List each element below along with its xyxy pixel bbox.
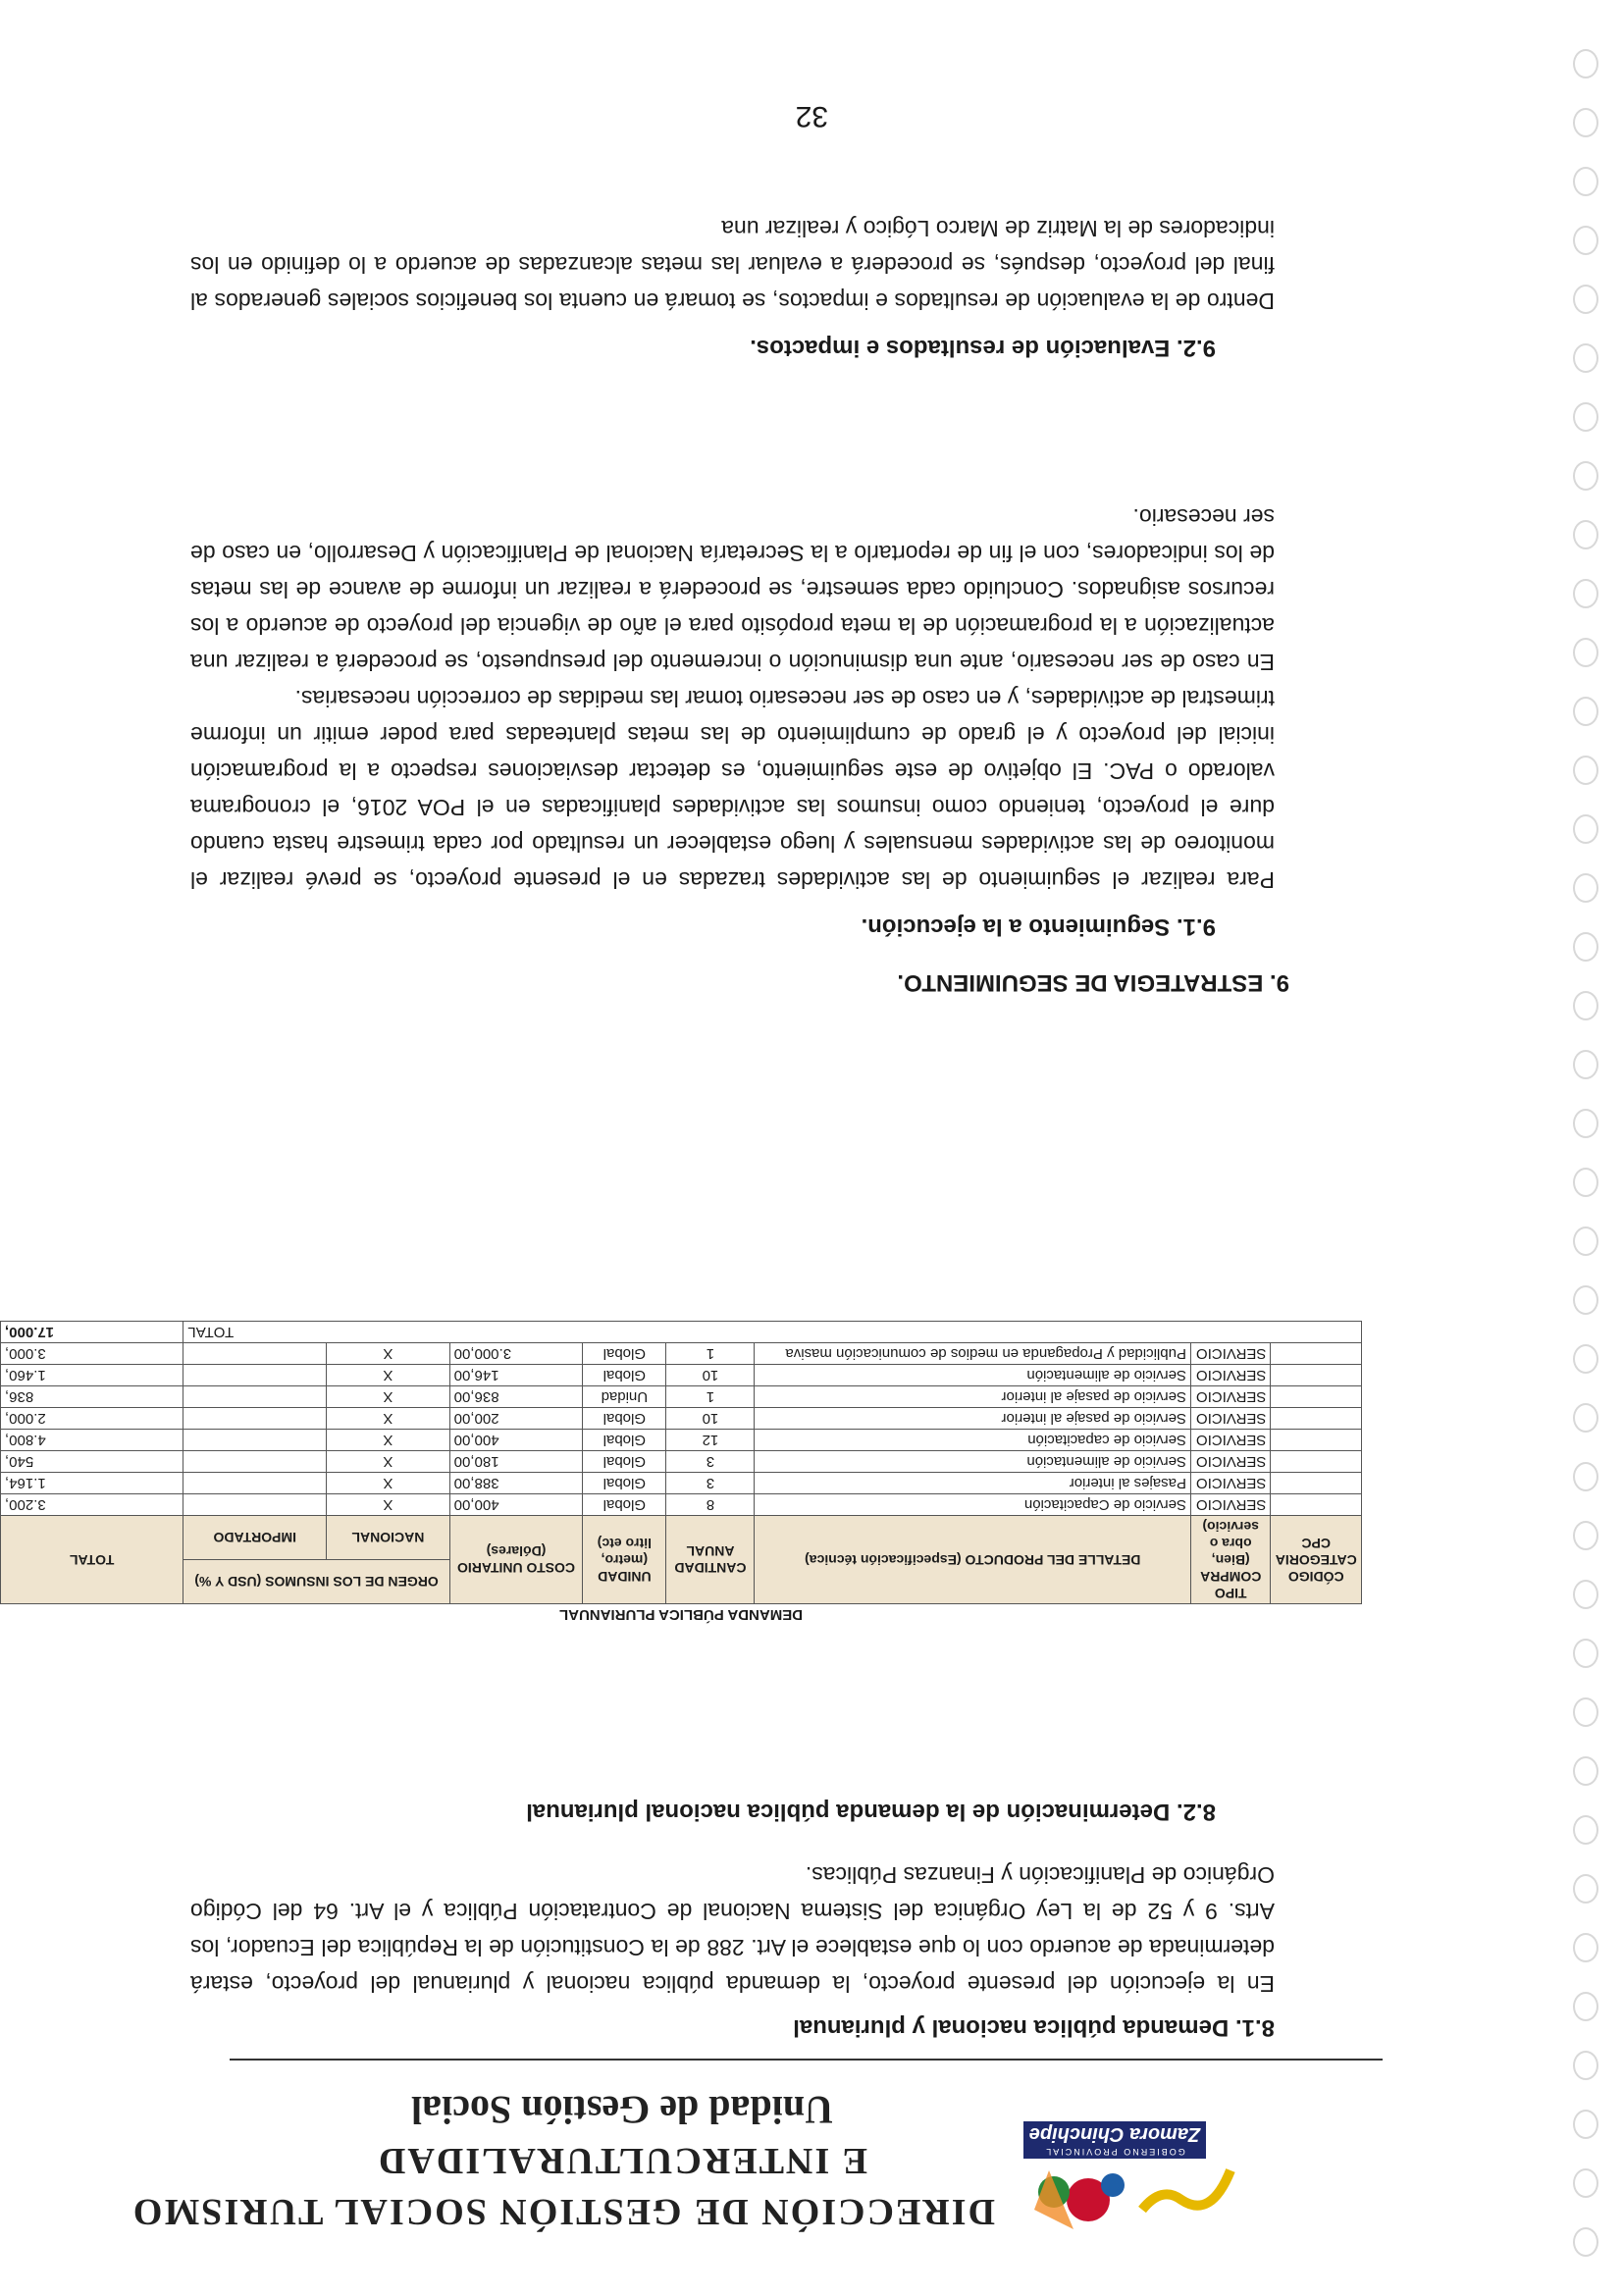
total-label: TOTAL xyxy=(183,1322,1362,1343)
cell-detalle: Servicio de alimentación xyxy=(755,1365,1190,1386)
cell-total: 1.164, xyxy=(1,1473,183,1494)
cell-unidad: Global xyxy=(583,1494,666,1516)
paragraphs-9-1 xyxy=(190,498,1275,898)
cell-cpc xyxy=(1271,1451,1362,1473)
binder-ring xyxy=(1573,2227,1598,2257)
binder-ring xyxy=(1573,108,1598,137)
binder-ring xyxy=(1573,1815,1598,1845)
cell-importado xyxy=(183,1494,327,1516)
cell-importado xyxy=(183,1473,327,1494)
header-origen: ORGEN DE LOS INSUMOS (USD Y %) xyxy=(183,1560,449,1604)
table-row xyxy=(1,1343,1362,1365)
cell-total: 540, xyxy=(1,1451,183,1473)
paragraph-8-1 xyxy=(190,1856,1275,2002)
cell-tipo: SERVICIO xyxy=(1190,1365,1270,1386)
cell-nacional: X xyxy=(327,1365,450,1386)
binder-ring xyxy=(1573,167,1598,196)
cell-cantidad: 10 xyxy=(666,1408,755,1430)
binder-ring xyxy=(1573,1697,1598,1727)
cell-cantidad: 3 xyxy=(666,1451,755,1473)
cell-total: 4.800, xyxy=(1,1430,183,1451)
binder-ring xyxy=(1573,873,1598,903)
cell-cpc xyxy=(1271,1343,1362,1365)
cell-tipo: SERVICIO xyxy=(1190,1386,1270,1408)
paragraph-9-1-b: En caso de ser necesario, ante una disminución o incremento del presupuesto, se procederá a realizar una actualización a la programación de la meta propósito para el año de vigencia del proyecto de acuerdo a los recursos asignados. Concluido cada semestre, se procederá a realizar un informe de avance de las metas de los indicadores, con el fin de reportarlo a la Secretaría Nacional de Planificación y Desarrollo, en caso de ser necesario. xyxy=(190,504,1275,675)
binder-ring xyxy=(1573,814,1598,844)
header-nacional: NACIONAL xyxy=(327,1516,450,1560)
binder-ring xyxy=(1573,579,1598,608)
cell-tipo: SERVICIO xyxy=(1190,1451,1270,1473)
paragraph-9-1-a: Para realizar el seguimiento de las actividades trazadas en el presente proyecto, se prevé realizar el monitoreo de las actividades mensuales y luego establecer un resultado por cada trimestre hasta cuando dure el proyecto, teniendo como insumos las actividades planificadas en el POA 2016, el cronograma valorado o PAC. El objetivo de este seguimiento, es detectar desviaciones respecto a la programación inicial del proyecto y el grado de cumplimiento de las metas planteadas para poder emitir un informe trimestral de actividades, y en caso de ser necesario tomar las medidas de corrección necesarias. xyxy=(190,686,1275,893)
table-row xyxy=(1,1386,1362,1408)
paragraph-9-2-text: Dentro de la evaluación de resultados e impactos, se tomará en cuenta los beneficios sociales generados al final del proyecto, después, se procederá a evaluar las metas alcanzadas de acuerdo a lo definido en los indicadores de la Matriz de Marco Lógico y realizar una xyxy=(190,216,1275,314)
table-row xyxy=(1,1430,1362,1451)
binder-ring xyxy=(1573,991,1598,1020)
cell-importado xyxy=(183,1343,327,1365)
heading-9-1: 9.1. Seguimiento a la ejecución. xyxy=(861,913,1216,940)
cell-tipo: SERVICIO xyxy=(1190,1494,1270,1516)
logo-banner xyxy=(1023,2121,1206,2159)
cell-cpc xyxy=(1271,1365,1362,1386)
table-row xyxy=(1,1408,1362,1430)
cell-total: 836, xyxy=(1,1386,183,1408)
cell-costo: 146,00 xyxy=(449,1365,583,1386)
heading-8-2: 8.2. Determinación de la demanda pública nacional plurianual xyxy=(526,1799,1216,1825)
binder-ring xyxy=(1573,2168,1598,2198)
cell-detalle: Servicio de alimentación xyxy=(755,1451,1190,1473)
cell-importado xyxy=(183,1430,327,1451)
cell-detalle: Servicio de pasaje al interior xyxy=(755,1408,1190,1430)
cell-nacional: X xyxy=(327,1494,450,1516)
cell-nacional: X xyxy=(327,1386,450,1408)
cell-unidad: Global xyxy=(583,1343,666,1365)
cell-cpc xyxy=(1271,1494,1362,1516)
header-cantidad: CANTIDAD ANUAL xyxy=(666,1516,755,1604)
cell-costo: 388,00 xyxy=(449,1473,583,1494)
cell-unidad: Global xyxy=(583,1473,666,1494)
cell-importado xyxy=(183,1365,327,1386)
header-title-line2: E INTERCULTURALIDAD xyxy=(376,2140,868,2181)
cell-cantidad: 10 xyxy=(666,1365,755,1386)
cell-tipo: SERVICIO xyxy=(1190,1430,1270,1451)
binder-ring xyxy=(1573,49,1598,78)
binder-ring xyxy=(1573,1285,1598,1315)
header-detalle: DETALLE DEL PRODUCTO (Especificación técnica) xyxy=(755,1516,1190,1604)
logo-emblem-icon xyxy=(1020,2159,1250,2239)
cell-costo: 400,00 xyxy=(449,1430,583,1451)
table-row xyxy=(1,1473,1362,1494)
logo-top-text: GOBIERNO PROVINCIAL xyxy=(1044,2147,1185,2157)
cell-costo: 200,00 xyxy=(449,1408,583,1430)
cell-unidad: Global xyxy=(583,1408,666,1430)
heading-8-1: 8.1. Demanda pública nacional y plurianual xyxy=(793,2014,1275,2041)
binder-ring xyxy=(1573,2051,1598,2080)
cell-cpc xyxy=(1271,1430,1362,1451)
binder-ring xyxy=(1573,1933,1598,1962)
cell-importado xyxy=(183,1408,327,1430)
cell-nacional: X xyxy=(327,1343,450,1365)
heading-9-2: 9.2. Evaluación de resultados e impactos. xyxy=(750,335,1216,361)
cell-nacional: X xyxy=(327,1430,450,1451)
binder-ring xyxy=(1573,932,1598,962)
table-header-row xyxy=(1,1560,1362,1604)
cell-cantidad: 12 xyxy=(666,1430,755,1451)
cell-costo: 3.000,00 xyxy=(449,1343,583,1365)
cell-nacional: X xyxy=(327,1451,450,1473)
cell-costo: 400,00 xyxy=(449,1494,583,1516)
binder-ring xyxy=(1573,1521,1598,1550)
binder-ring xyxy=(1573,1756,1598,1786)
binder-ring xyxy=(1573,461,1598,491)
paragraph-9-2 xyxy=(190,210,1275,319)
cell-nacional: X xyxy=(327,1473,450,1494)
table-row xyxy=(1,1494,1362,1516)
binder-ring xyxy=(1573,1109,1598,1138)
page-number: 32 xyxy=(795,100,828,132)
header-divider xyxy=(230,2059,1383,2061)
cell-detalle: Pasajes al interior xyxy=(755,1473,1190,1494)
cell-cpc xyxy=(1271,1386,1362,1408)
cell-cantidad: 3 xyxy=(666,1473,755,1494)
demand-table-wrapper xyxy=(0,1321,1362,1625)
binder-ring xyxy=(1573,1226,1598,1256)
binder-ring xyxy=(1573,1344,1598,1374)
header-title xyxy=(131,2084,995,2237)
binder-ring xyxy=(1573,402,1598,432)
cell-costo: 836,00 xyxy=(449,1386,583,1408)
table-caption: DEMANDA PÚBLICA PLURIANUAL xyxy=(1,1604,1362,1626)
binder-ring xyxy=(1573,520,1598,549)
cell-tipo: SERVICIO xyxy=(1190,1473,1270,1494)
cell-detalle: Publicidad y Propaganda en medios de comunicación masiva xyxy=(755,1343,1190,1365)
cell-total: 1.460, xyxy=(1,1365,183,1386)
binder-ring xyxy=(1573,756,1598,785)
header-costo: COSTO UNITARIO (Dólares) xyxy=(449,1516,583,1604)
header-importado: IMPORTADO xyxy=(183,1516,327,1560)
binder-ring xyxy=(1573,1168,1598,1197)
header-cpc: CÓDIGO CATEGORIA CPC xyxy=(1271,1516,1362,1604)
cell-total: 3.200, xyxy=(1,1494,183,1516)
binder-ring xyxy=(1573,285,1598,314)
header-total: TOTAL xyxy=(1,1516,183,1604)
table-total-row xyxy=(1,1322,1362,1343)
cell-cpc xyxy=(1271,1473,1362,1494)
cell-detalle: Servicio de capacitación xyxy=(755,1430,1190,1451)
cell-unidad: Global xyxy=(583,1451,666,1473)
binder-ring xyxy=(1573,2110,1598,2139)
binder-ring xyxy=(1573,1992,1598,2021)
table-row xyxy=(1,1451,1362,1473)
binder-ring xyxy=(1573,226,1598,255)
cell-total: 3.000, xyxy=(1,1343,183,1365)
cell-tipo: SERVICIO xyxy=(1190,1343,1270,1365)
binder-ring xyxy=(1573,1403,1598,1433)
page-header xyxy=(0,2002,1623,2296)
table-row xyxy=(1,1365,1362,1386)
heading-9: 9. ESTRATEGIA DE SEGUIMIENTO. xyxy=(897,969,1289,996)
header-unidad: UNIDAD (metro, litro etc) xyxy=(583,1516,666,1604)
binder-ring xyxy=(1573,343,1598,373)
header-title-line1: DIRECCIÓN DE GESTIÓN SOCIAL TURISMO xyxy=(131,2191,995,2232)
cell-costo: 180,00 xyxy=(449,1451,583,1473)
binder-ring xyxy=(1573,1639,1598,1668)
cell-cpc xyxy=(1271,1408,1362,1430)
logo-name: Zamora Chinchipe xyxy=(1028,2123,1201,2145)
cell-unidad: Unidad xyxy=(583,1386,666,1408)
institution-logo xyxy=(1020,2121,1250,2239)
cell-cantidad: 1 xyxy=(666,1343,755,1365)
binder-ring xyxy=(1573,638,1598,667)
binder-ring xyxy=(1573,1050,1598,1079)
cell-importado xyxy=(183,1386,327,1408)
binder-ring xyxy=(1573,1580,1598,1609)
cell-nacional: X xyxy=(327,1408,450,1430)
cell-importado xyxy=(183,1451,327,1473)
total-value: 17.000, xyxy=(1,1322,183,1343)
header-tipo: TIPO COMPRA (Bien, obra o servicio) xyxy=(1190,1516,1270,1604)
cell-unidad: Global xyxy=(583,1430,666,1451)
cell-detalle: Servicio de pasaje al interior xyxy=(755,1386,1190,1408)
cell-total: 2.000, xyxy=(1,1408,183,1430)
paragraph-8-1-text: En la ejecución del presente proyecto, la demanda pública nacional y plurianual del proyecto, estará determinada de acuerdo con lo que establece el Art. 288 de la Constitución de la República del Ecuador, los Arts. 9 y 52 de la Ley Orgánica del Sistema Nacional de Contratación Pública y el Art. 64 del Código Orgánico de Planificación y Finanzas Públicas. xyxy=(190,1862,1275,1997)
cell-cantidad: 8 xyxy=(666,1494,755,1516)
cell-tipo: SERVICIO xyxy=(1190,1408,1270,1430)
demand-table xyxy=(0,1321,1362,1625)
binder-ring xyxy=(1573,1874,1598,1904)
cell-cantidad: 1 xyxy=(666,1386,755,1408)
binder-ring xyxy=(1573,1462,1598,1491)
header-title-line3: Unidad de Gestión Social xyxy=(410,2088,834,2132)
cell-unidad: Global xyxy=(583,1365,666,1386)
binder-ring xyxy=(1573,697,1598,726)
cell-detalle: Servicio de Capacitación xyxy=(755,1494,1190,1516)
